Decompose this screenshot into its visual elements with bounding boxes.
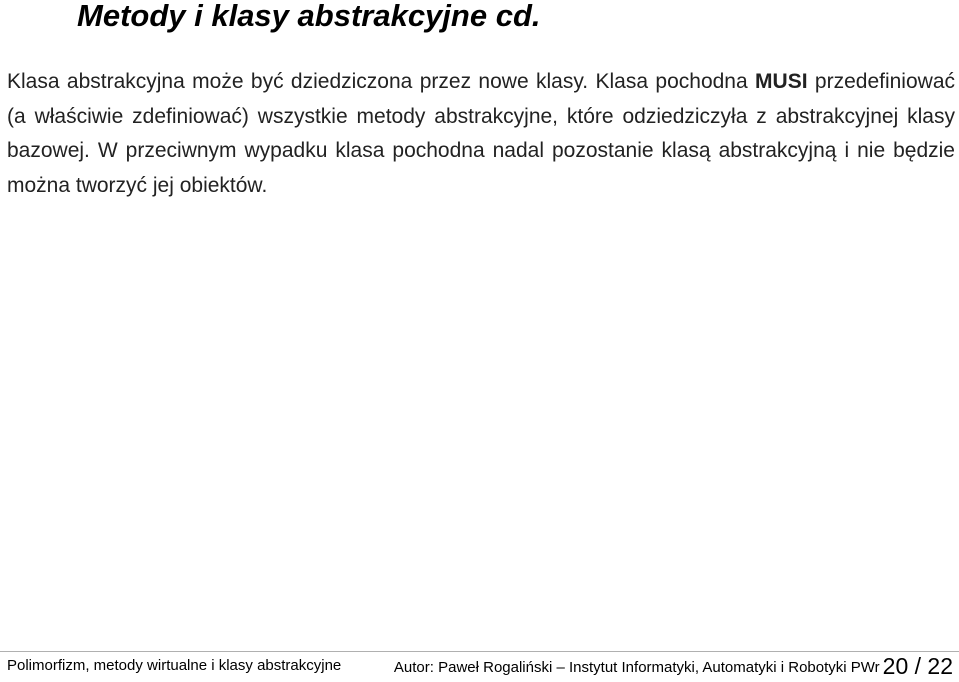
page-number: 20 / 22 <box>882 653 953 679</box>
body-text-start: Klasa abstrakcyjna może być dziedziczona przez nowe klasy. Klasa pochodna <box>7 70 756 93</box>
body-text-end: przedefiniować (a właściwie zdefiniować) wszystkie metody abstrakcyjne, które odziedziczyła z abstrakcyjnej klasy bazowej. W przeciwnym wypadku klasa pochodna nadal pozostanie klasą abstrakcyjną i nie będzie można tworzyć jej obiektów. <box>7 70 955 197</box>
slide-body-paragraph <box>7 65 955 203</box>
footer-course-title: Polimorfizm, metody wirtualne i klasy abstrakcyjne <box>7 657 342 674</box>
body-emphasis-musi: MUSI <box>755 70 808 93</box>
slide-title: Metody i klasy abstrakcyjne cd. <box>77 0 541 33</box>
footer-author: Autor: Paweł Rogaliński – Instytut Informatyki, Automatyki i Robotyki PWr <box>393 659 880 676</box>
slide-footer <box>7 652 953 680</box>
footer-right-group <box>394 652 953 682</box>
